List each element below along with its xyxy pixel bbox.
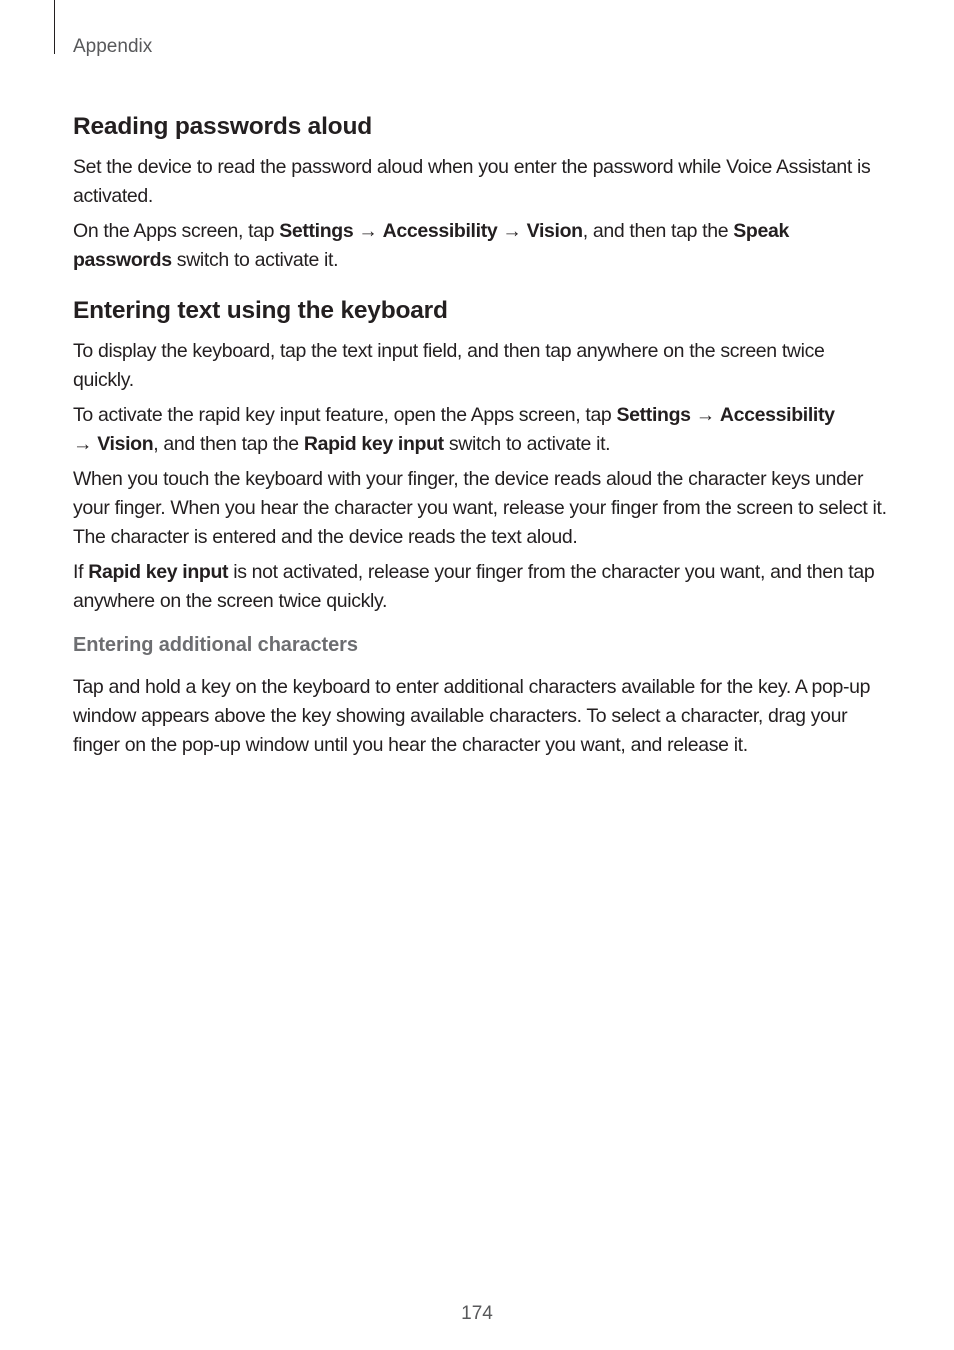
paragraph-instructions: On the Apps screen, tap Settings → Accessibility → Vision, and then tap the Speak passwords switch to activate it. xyxy=(73,220,789,271)
paragraph: When you touch the keyboard with your finger, the device reads aloud the character keys under your finger. When you hear the character you want, release your finger from the screen to select it. The character is entered and the device reads the text aloud. xyxy=(73,468,887,548)
switch-name-speak-passwords: Speak passwords xyxy=(73,220,789,271)
menu-path-accessibility: Accessibility xyxy=(382,220,498,242)
page-content xyxy=(73,108,888,760)
section-heading-entering-text: Entering text using the keyboard xyxy=(73,297,448,324)
menu-path-settings: Settings xyxy=(279,220,354,242)
page-number: 174 xyxy=(461,1303,493,1324)
menu-path-vision: Vision xyxy=(526,220,583,242)
header-divider xyxy=(54,0,55,54)
section-label: Appendix xyxy=(73,36,153,57)
switch-name-rapid-key-input: Rapid key input xyxy=(303,433,444,455)
subsection-heading-additional-characters: Entering additional characters xyxy=(73,634,358,656)
menu-path-vision: Vision xyxy=(97,433,154,455)
section-heading-reading-passwords: Reading passwords aloud xyxy=(73,113,372,140)
paragraph: To display the keyboard, tap the text input field, and then tap anywhere on the screen twice quickly. xyxy=(73,340,825,391)
paragraph-instructions: To activate the rapid key input feature, open the Apps screen, tap Settings → Accessibility → Vision, and then tap the Rapid key input switch to activate it. xyxy=(73,404,835,455)
menu-path-settings: Settings xyxy=(616,404,691,426)
paragraph: If Rapid key input is not activated, release your finger from the character you want, and then tap anywhere on the screen twice quickly. xyxy=(73,561,875,612)
menu-path-accessibility: Accessibility xyxy=(719,404,835,426)
feature-name-rapid-key-input: Rapid key input xyxy=(88,561,229,583)
paragraph: Set the device to read the password aloud when you enter the password while Voice Assistant is activated. xyxy=(73,156,871,207)
paragraph: Tap and hold a key on the keyboard to enter additional characters available for the key. A pop-up window appears above the key showing available characters. To select a character, drag your finger on the pop-up window until you hear the character you want, and release it. xyxy=(73,676,871,756)
